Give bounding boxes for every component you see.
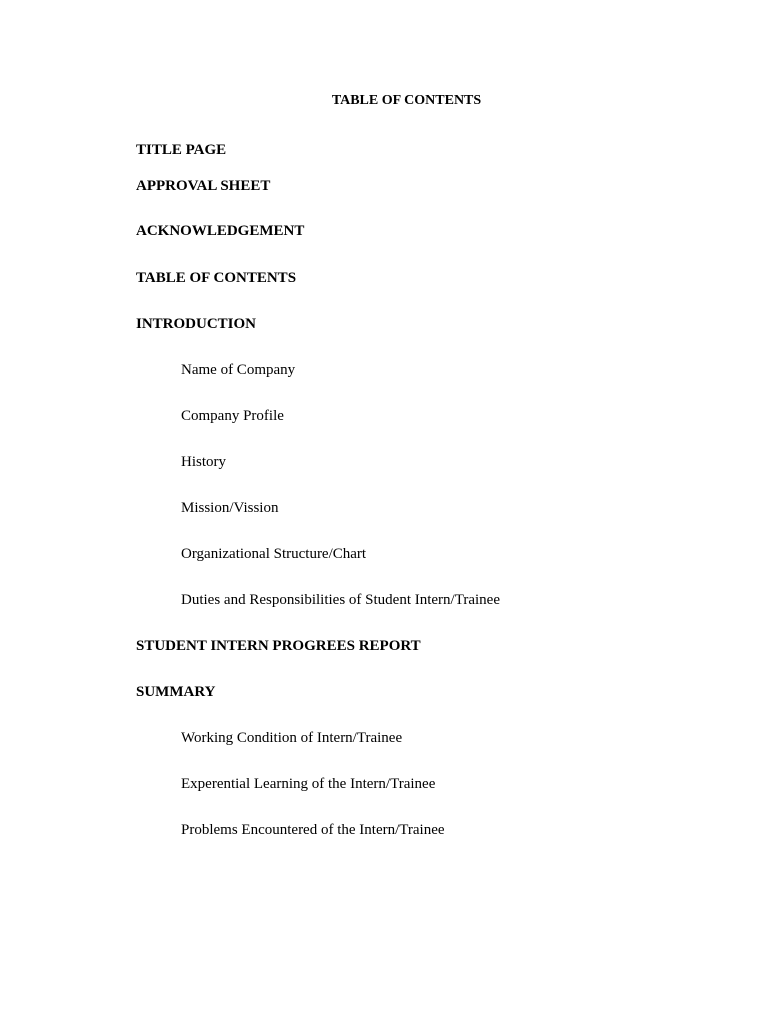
toc-subentry-working-condition: Working Condition of Intern/Trainee <box>181 730 403 746</box>
toc-entry-approval-sheet: APPROVAL SHEET <box>136 178 271 194</box>
toc-entry-table-of-contents: TABLE OF CONTENTS <box>136 270 297 286</box>
toc-subentry-history: History <box>181 454 226 470</box>
toc-entry-summary: SUMMARY <box>136 684 216 700</box>
toc-subentry-name-of-company: Name of Company <box>181 362 296 378</box>
toc-subentry-problems-encountered: Problems Encountered of the Intern/Trainee <box>181 822 445 838</box>
toc-subentry-company-profile: Company Profile <box>181 408 284 424</box>
toc-subentry-experiential-learning: Experential Learning of the Intern/Trainee <box>181 776 436 792</box>
toc-entry-title-page: TITLE PAGE <box>136 142 227 158</box>
toc-subentry-duties-responsibilities: Duties and Responsibilities of Student Intern/Trainee <box>181 592 500 608</box>
page-title: TABLE OF CONTENTS <box>331 93 482 108</box>
toc-entry-introduction: INTRODUCTION <box>136 316 257 332</box>
toc-entry-progress-report: STUDENT INTERN PROGREES REPORT <box>136 638 421 654</box>
toc-entry-acknowledgement: ACKNOWLEDGEMENT <box>136 223 305 239</box>
toc-subentry-mission-vision: Mission/Vission <box>181 500 279 516</box>
toc-subentry-organizational-structure: Organizational Structure/Chart <box>181 546 367 562</box>
